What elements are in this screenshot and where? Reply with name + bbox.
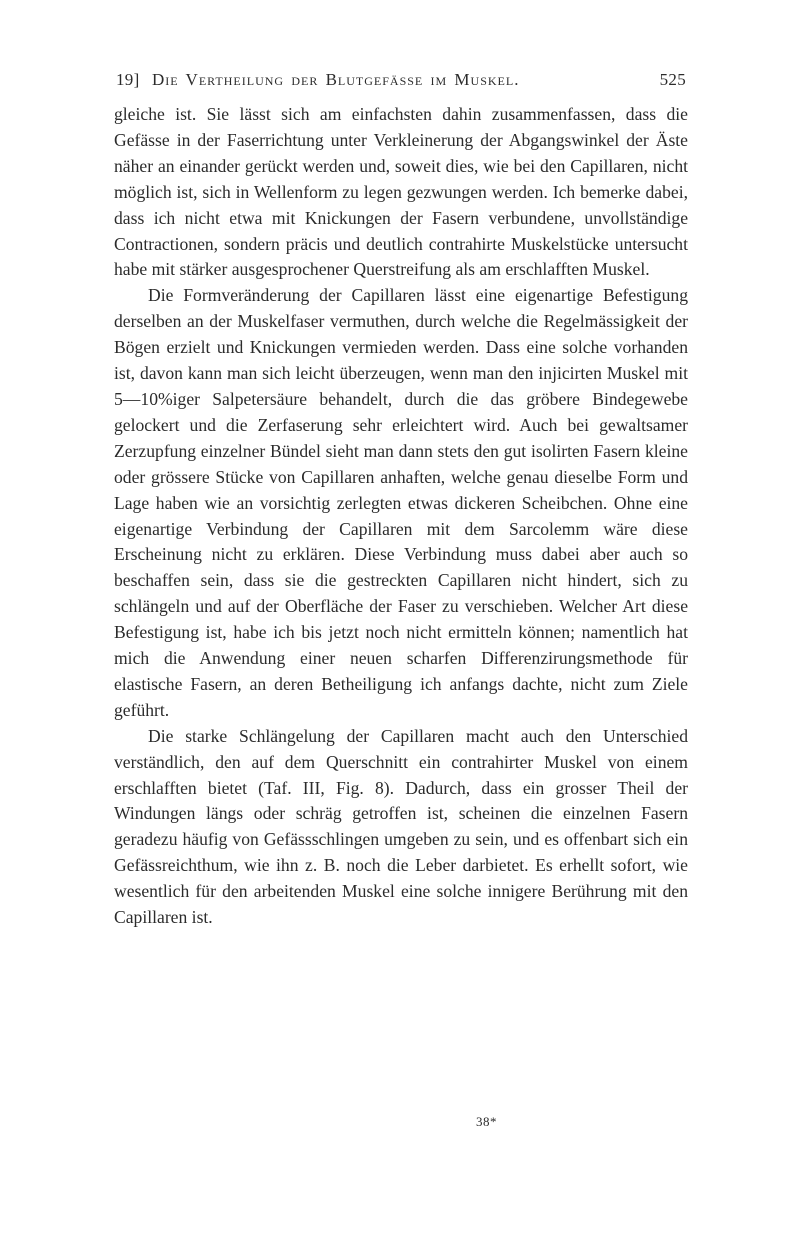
running-header: [116, 70, 686, 98]
paragraph-3: Die starke Schlängelung der Capillaren macht auch den Unterschied verständlich, den auf dem Querschnitt ein contrahirter Muskel von einem erschlafften bietet (Taf. III, Fig. 8). Dadurch, dass ein grosser Theil der Windungen längs oder schräg getroffen ist, scheinen die einzelnen Fasern geradezu häufig von Gefässschlingen umgeben zu sein, und es offenbart sich ein Gefässreichthum, wie ihn z. B. noch die Leber darbietet. Es erhellt sofort, wie wesentlich für den arbeitenden Muskel eine solche innigere Berührung mit den Capillaren ist.: [114, 725, 688, 928]
paragraph-2: Die Formveränderung der Capillaren lässt eine eigenartige Befestigung derselben an der Muskelfaser vermuthen, durch welche die Regelmässigkeit der Bögen erzielt und Knickungen vermieden werden. Dass eine solche vorhanden ist, davon kann man sich leicht überzeugen, wenn man den injicirten Muskel mit 5—10%iger Salpetersäure behandelt, durch die das gröbere Bindegewebe gelockert und die Zerfaserung sehr erleichtert wird. Auch bei gewaltsamer Zerzupfung einzelner Bündel sieht man dann stets den gut isolirten Fasern kleine oder grössere Stücke von Capillaren anhaften, welche genau dieselbe Form und Lage haben wie an vorsichtig zerlegten etwas dickeren Scheibchen. Ohne eine eigenartige Verbindung der Capillaren mit dem Sarcolemm wäre diese Erscheinung nicht zu erklären. Diese Verbindung muss dabei aber auch so beschaffen sein, dass sie die gestreckten Capillaren nicht hindert, sich zu schlängeln und auf der Oberfläche der Faser zu verschieben. Welcher Art diese Befestigung ist, habe ich bis jetzt noch nicht ermitteln können; namentlich hat mich die Anwendung einer neuen scharfen Differenzirungsmethode für elastische Fasern, an deren Betheiligung ich anfangs dachte, nicht zum Ziele geführt.: [114, 285, 688, 720]
body-text: [114, 102, 688, 931]
paragraph-1: gleiche ist. Sie lässt sich am einfachsten dahin zusammenfassen, dass die Gefässe in der Faserrichtung unter Verkleinerung der Abgangswinkel der Äste näher an einander gerückt werden und, soweit dies, wie bei den Capillaren, nicht möglich ist, sich in Wellenform zu legen gezwungen werden. Ich bemerke dabei, dass ich nicht etwa mit Knickungen der Fasern verbundene, unvollständige Contractionen, sondern präcis und deutlich contrahirte Muskelstücke untersucht habe mit stärker ausgesprochener Querstreifung als am erschlafften Muskel.: [114, 104, 688, 280]
signature-mark: 38*: [476, 1114, 497, 1129]
page-number-left: 19]: [116, 70, 140, 89]
page-number-right: 525: [659, 70, 686, 89]
running-title: Die Vertheilung der Blutgefässe im Muskel.: [152, 70, 520, 89]
